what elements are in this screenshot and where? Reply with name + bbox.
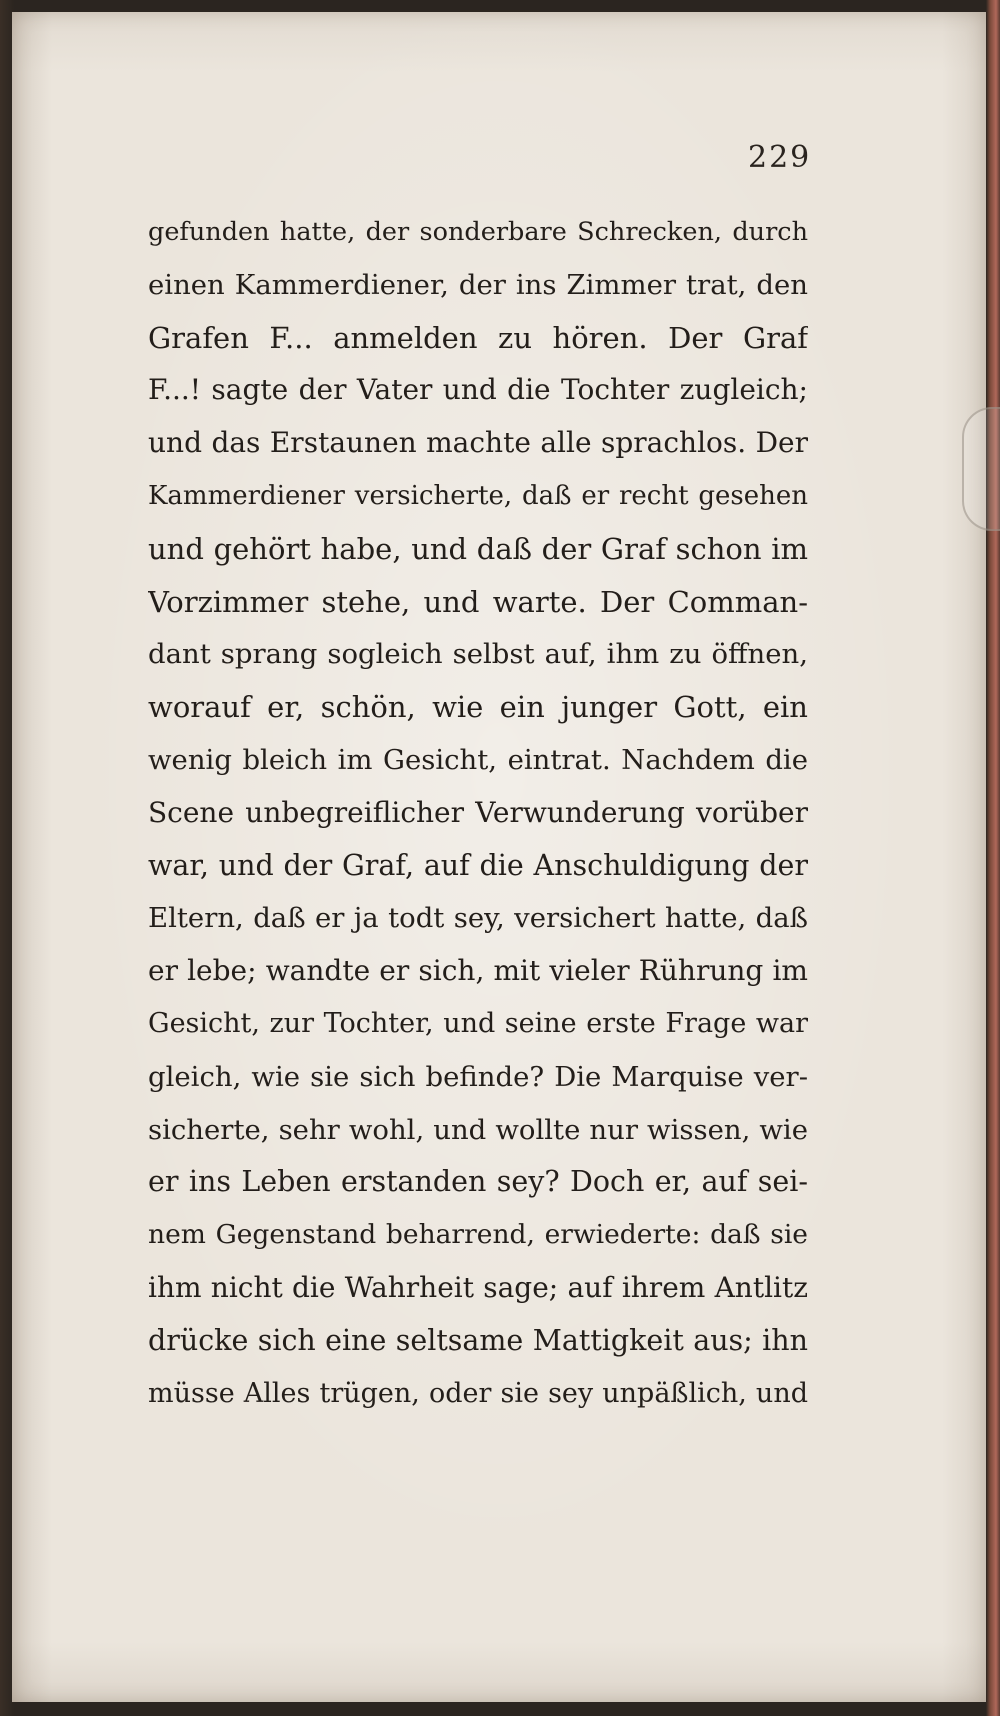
text-line: Gesicht, zur Tochter, und seine erste Frage war	[148, 1007, 808, 1039]
text-line: gefunden hatte, der sonderbare Schrecken, durch	[148, 217, 808, 247]
text-line: er ins Leben erstanden sey? Doch er, auf sei-	[148, 1165, 808, 1199]
text-line: sicherte, sehr wohl, und wollte nur wissen, wie	[148, 1113, 808, 1146]
text-line: Kammerdiener versicherte, daß er recht gesehen	[148, 480, 808, 511]
text-line: worauf er, schön, wie ein junger Gott, ein	[148, 690, 808, 725]
text-line: und gehört habe, und daß der Graf schon im	[148, 531, 808, 566]
text-line: dant sprang sogleich selbst auf, ihm zu öffnen,	[148, 638, 808, 671]
text-line: wenig bleich im Gesicht, eintrat. Nachdem die	[148, 743, 808, 776]
text-line: drücke sich eine seltsame Mattigkeit aus; ihn	[148, 1323, 808, 1357]
body-text	[148, 206, 808, 1420]
text-line: er lebe; wandte er sich, mit vieler Rührung im	[148, 954, 808, 988]
text-line: müsse Alles trügen, oder sie sey unpäßlich, und	[148, 1377, 808, 1409]
text-line: Scene unbegreiflicher Verwunderung vorüber	[148, 795, 808, 829]
text-line: gleich, wie sie sich befinde? Die Marquise ver-	[148, 1060, 808, 1093]
text-line: und das Erstaunen machte alle sprachlos. Der	[148, 426, 808, 460]
page-clip-mark	[962, 407, 1000, 531]
text-line: einen Kammerdiener, der ins Zimmer trat, den	[148, 268, 808, 301]
text-line: Vorzimmer stehe, und warte. Der Comman-	[148, 584, 808, 619]
text-line: ihm nicht die Wahrheit sage; auf ihrem Antlitz	[148, 1270, 808, 1304]
text-line: war, und der Graf, auf die Anschuldigung der	[148, 848, 808, 882]
text-line: nem Gegenstand beharrend, erwiederte: daß sie	[148, 1219, 808, 1251]
text-line: F...! sagte der Vater und die Tochter zugleich;	[148, 373, 808, 407]
text-line: Eltern, daß er ja todt sey, versichert hatte, daß	[148, 902, 808, 935]
page-number: 229	[748, 140, 812, 175]
text-line: Grafen F... anmelden zu hören. Der Graf	[148, 320, 808, 355]
